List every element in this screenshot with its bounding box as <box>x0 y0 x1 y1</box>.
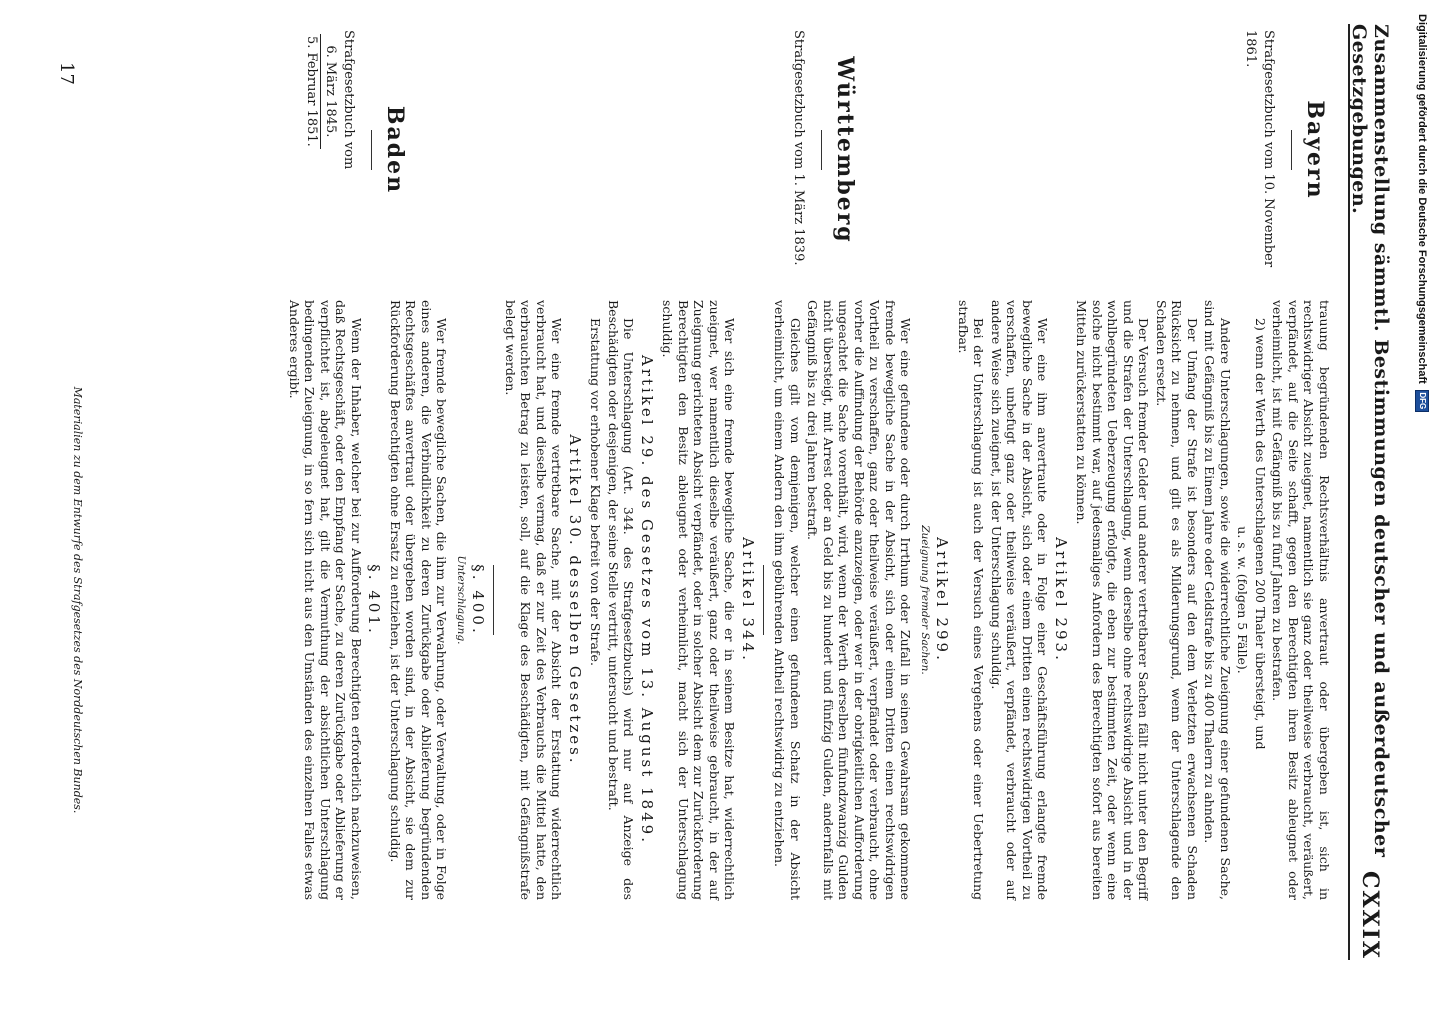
paragraph: Gleiches gilt vom demjenigen, welcher einen gefundenen Schatz in der Absicht verheimlicht, um einem Andern den ihm gebührenden Antheil rechtswidrig zu entziehen. <box>772 300 803 900</box>
paragraph: Wenn der Inhaber, welcher bei zur Aufforderung Berechtigten erforderlich nachzuweisen, daß Rechtsgeschäft, oder den Empfang der Sache, zu deren Zurückgabe oder Ablieferung er verpflichtet ist, abgeleugnet hat, gilt die Vermuthung der absichtlichen Unterschlagung bedingenden Zueignung, in so fern sich nicht aus den Umständen des einzelnen Falles etwas Anderes ergibt. <box>287 300 364 900</box>
state-reference <box>302 30 357 270</box>
date-denominator: 5. Februar 1851. <box>304 36 319 147</box>
paragraph-heading: §. 400. <box>469 564 488 636</box>
running-title: Zusammenstellung sämmtl. Bestimmungen deutscher und außerdeutscher Gesetzgebungen. <box>1348 24 1392 858</box>
paragraph: Bei der Unterschlagung ist auch der Versuch eines Vergehens oder einer Uebertretung strafbar. <box>956 300 987 900</box>
article-heading: Artikel 29. des Gesetzes vom 13. August 1849. <box>638 355 656 845</box>
article-heading: Artikel 293. <box>1052 537 1070 663</box>
paragraph: Wer eine ihm anvertraute oder in Folge einer Geschäftsführung erlangte fremde bewegliche Sache in der Absicht, sich oder einem Dritten einen rechtswidrigen Vortheil zu verschaffen, unbefugt ganz oder theilweise veräußert, verpfändet, verbraucht oder auf andere Weise sich zueignet, ist der Unterschlagung schuldig. <box>989 300 1051 900</box>
state-reference: Strafgesetzbuch vom 10. November 1861. <box>1243 30 1276 268</box>
article-heading: Artikel 344. <box>739 537 757 663</box>
paragraph: Wer eine gefundene oder durch Irrthum oder Zufall in seinen Gewahrsam gekommene fremde bewegliche Sache in der Absicht, sich oder einem Dritten einen rechtswidrigen Vortheil zu verschaffen, ganz oder theilweise veräußert, verpfändet oder verbraucht, ohne vorher die Auffindung der Behörde anzuzeigen, oder wer in der obrigkeitlichen Aufforderung ungeachtet die Sache vorenthält, wird, wenn der Werth derselben fünfundzwanzig Gulden nicht übersteigt, mit Arrest oder an Geld bis zu hundert und fünfzig Gulden, andernfalls mit Gefängniß bis zu drei Jahren bestraft. <box>805 300 914 900</box>
state-bayern <box>1241 30 1328 270</box>
state-wuerttemberg <box>789 30 858 270</box>
page-header <box>1348 24 1390 960</box>
paragraph: 2) wenn der Werth des Unterschlagenen 200 Thaler übersteigt, und <box>1253 318 1268 750</box>
digitization-sidebar <box>1412 0 1432 1000</box>
page-number: 17 <box>56 62 77 85</box>
article-heading: Artikel 299. <box>933 537 952 663</box>
state-name: Baden <box>382 105 408 195</box>
digitization-credit <box>1412 0 1432 1014</box>
footnote: Materialien zu dem Entwurfe des Strafgesetzes des Norddeutschen Bundes. <box>71 386 84 814</box>
paragraph: u. s. w. (folgen 5 Fälle). <box>1235 526 1251 674</box>
paragraph: Der Versuch fremder Gelder und anderer vertretbarer Sachen fällt nicht unter den Begriff und die Strafen der Unterschlagung, wenn derselbe ohne rechtswidrige Absicht und in der wohlbegründeten Ueberzeugung erfolgte, die eben zur bestimmten Zeit, oder wenn eine solche nicht bestimmt war, auf jedesmaliges Anfordern des Berechtigten sofort aus bereiten Mitteln zurückerstatten zu können. <box>1074 300 1152 900</box>
state-reference: Strafgesetzbuch vom 1. März 1839. <box>791 30 806 266</box>
paragraph: Erstattung vor erhobener Klage befreit von der Strafe. <box>588 318 604 666</box>
divider <box>371 130 372 170</box>
paragraph-subheading: Unterschlagung. <box>455 555 467 645</box>
state-reference-prefix: Strafgesetzbuch vom <box>341 30 356 170</box>
divider <box>763 565 764 635</box>
paragraph: Andere Unterschlagungen, sowie die widerrechtliche Zueignung einer gefundenen Sache, sind mit Gefängniß bis zu Einem Jahre oder Geldstrafe bis zu 400 Thalern zu ahnden. <box>1202 300 1233 900</box>
paragraph: Wer fremde bewegliche Sachen, die ihm zur Verwahrung, oder Verwaltung, oder in Folge eines anderen, die Verbindlichkeit zu deren Zurückgabe oder Ablieferung begründenden Rechtsgeschäftes anvertraut oder übergeben worden sind, in der Absicht, sie dem zur Rückforderung Berechtigten ohne Ersatz zu entziehen, ist der Unterschlagung schuldig. <box>388 300 450 900</box>
state-name: Württemberg <box>832 56 858 244</box>
paragraph-heading: §. 401. <box>365 564 384 636</box>
article-heading: Artikel 30. desselben Gesetzes. <box>566 434 584 766</box>
page-numeral: CXXIX <box>1357 870 1383 960</box>
state-baden <box>302 30 408 270</box>
paragraph: Der Umfang der Strafe ist besonders auf den dem Verletzten erwachsenen Schaden Rücksicht zu nehmen, und gilt es als Milderungsgrund, wenn der Unterschlagende den Schaden ersetzt. <box>1154 300 1200 900</box>
article-subheading: Zueignung fremder Sachen. <box>919 525 931 675</box>
main-text <box>285 300 1333 900</box>
credit-text: Digitalisierung gefördert durch die Deutsche Forschungsgemeinschaft <box>1416 14 1428 384</box>
state-name: Bayern <box>1302 100 1328 200</box>
divider <box>821 130 822 170</box>
divider <box>1291 130 1292 170</box>
paragraph: Wer sich eine fremde bewegliche Sache, die er in seinem Besitze hat, widerrechtlich zueignet, wer namentlich dieselbe veräußert, ganz oder theilweise gebraucht, in der auf Zueignung gerichteten Absicht verpfändet, oder in solcher Absicht dem zur Zurückforderung Berechtigten den Besitz ableugnet oder verheimlicht, macht sich der Unterschlagung schuldig. <box>660 300 738 900</box>
dfg-logo-icon: DFG <box>1415 390 1429 412</box>
paragraph: Wer eine fremde vertretbare Sache, mit der Absicht der Erstattung widerrechtlich verbraucht hat, und dieselbe vermag, daß er zur Zeit des Verbrauchs die Mittel hatte, den verbrauchten Betrag zu leisten, soll, auf die Klage des Beschädigten, mit Gefängnißstrafe belegt werden. <box>503 300 565 900</box>
paragraph: trauung begründenden Rechtsverhältnis anvertraut oder übergeben ist, sich in rechtswidriger Absicht zueignet, namentlich sie ganz oder theilweise verbraucht, veräußert, verpfändet, auf die Seite schafft, gegen den Berechtigten ihren Besitz ableugnet oder verheimlicht, ist mit Gefängniß bis zu fünf Jahren zu bestrafen. <box>1270 300 1332 900</box>
divider <box>494 565 495 635</box>
paragraph: Die Unterschlagung (Art. 344. des Strafgesetzbuchs) wird nur auf Anzeige des Beschädigten oder desjenigen, der seine Stelle vertritt, untersucht und bestraft. <box>606 300 637 900</box>
date-fraction <box>302 34 339 149</box>
date-numerator: 6. März 1845. <box>320 34 339 149</box>
